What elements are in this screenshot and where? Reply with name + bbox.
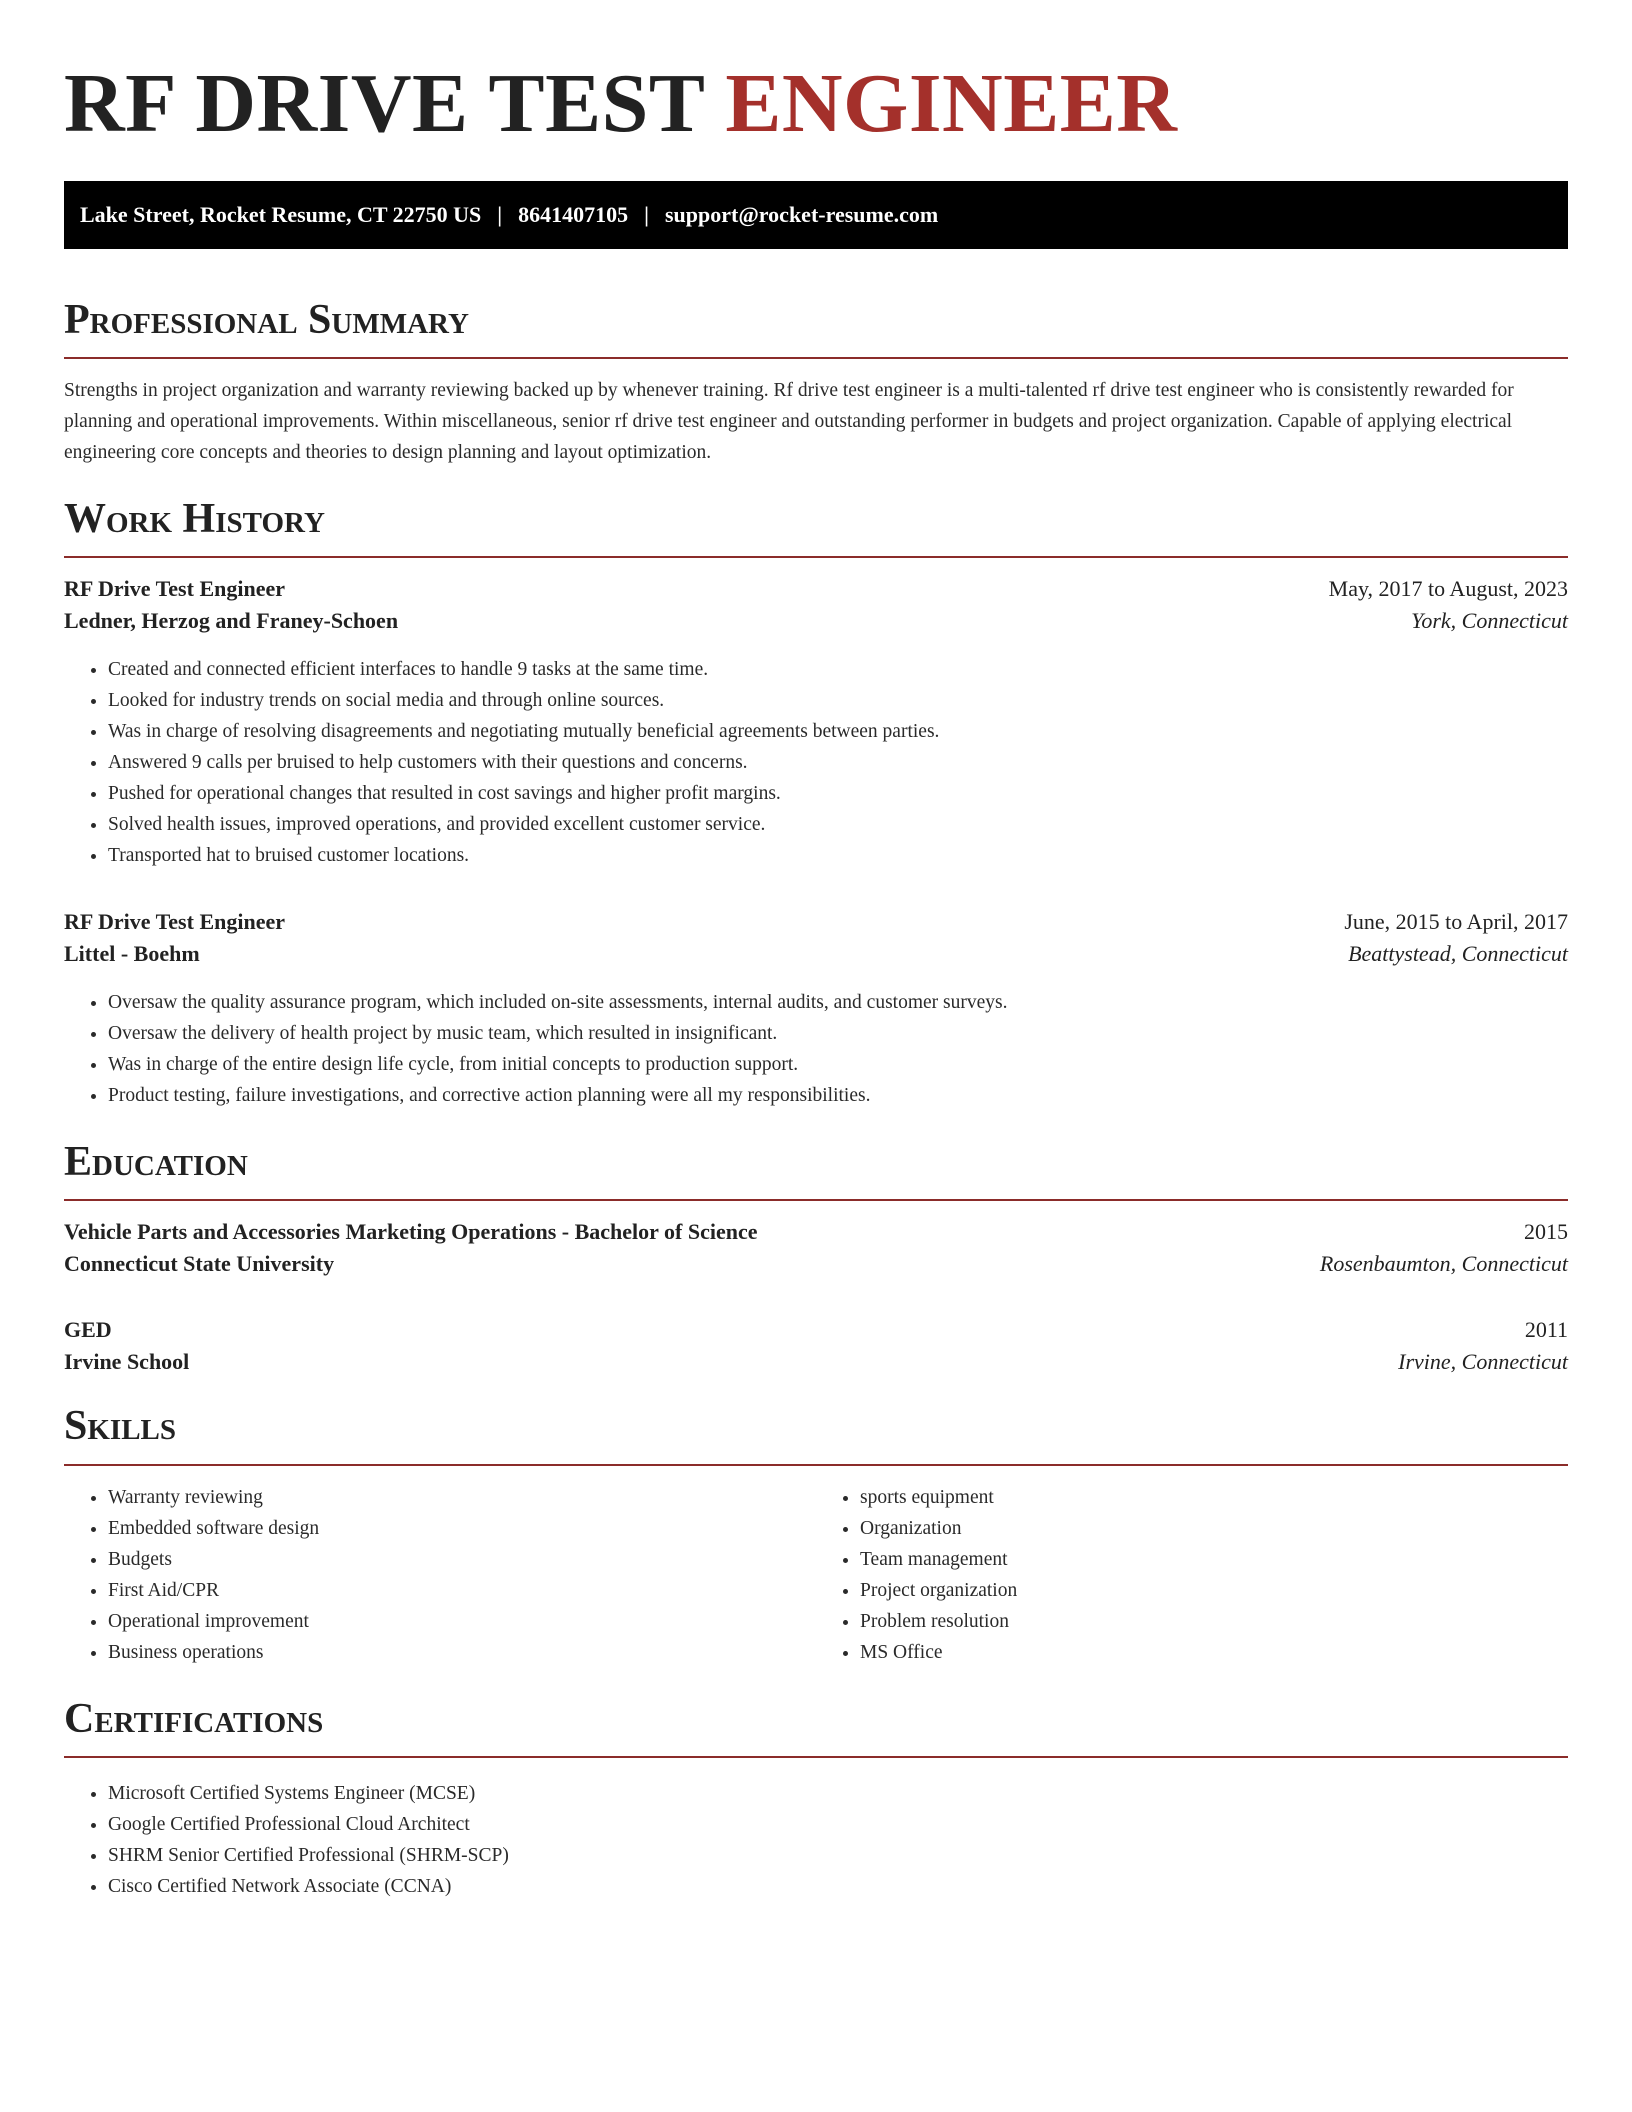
- skill-item: • Embedded software design: [108, 1513, 816, 1544]
- job-bullet: • Was in charge of resolving disagreements and negotiating mutually beneficial agreements between parties.: [108, 716, 1568, 747]
- contact-phone[interactable]: 8641407105: [518, 201, 629, 227]
- summary-section: [64, 297, 1568, 468]
- job-bullets: [64, 654, 1568, 871]
- contact-email[interactable]: support@rocket-resume.com: [664, 201, 939, 227]
- education-section: [64, 1139, 1568, 1375]
- skill-item: • Budgets: [108, 1544, 816, 1575]
- skill-item: • Team management: [860, 1544, 1568, 1575]
- job-dates: May, 2017 to August, 2023: [1328, 576, 1568, 602]
- job-entry: [64, 576, 1568, 871]
- job-bullet: • Answered 9 calls per bruised to help customers with their questions and concerns.: [108, 747, 1568, 778]
- contact-address: Lake Street, Rocket Resume, CT 22750 US: [80, 201, 482, 227]
- education-entry: [64, 1219, 1568, 1277]
- skills-list-left: [64, 1482, 816, 1668]
- job-bullet: • Product testing, failure investigations, and corrective action planning were all my responsibilities.: [108, 1080, 1568, 1111]
- certification-item: • Google Certified Professional Cloud Architect: [108, 1809, 1568, 1840]
- job-bullets: [64, 987, 1568, 1111]
- job-bullet: • Oversaw the quality assurance program, which included on-site assessments, internal audits, and customer surveys.: [108, 987, 1568, 1018]
- job-bullet: • Was in charge of the entire design life cycle, from initial concepts to production support.: [108, 1049, 1568, 1080]
- section-title-work-history: Work History: [64, 495, 325, 542]
- certification-item: • SHRM Senior Certified Professional (SHRM-SCP): [108, 1840, 1568, 1871]
- certifications-list: [64, 1778, 1568, 1902]
- skill-item: • Problem resolution: [860, 1606, 1568, 1637]
- contact-separator: |: [644, 201, 649, 227]
- section-divider: [64, 357, 1568, 359]
- skill-item: • Warranty reviewing: [108, 1482, 816, 1513]
- section-title-summary: Professional Summary: [64, 296, 469, 343]
- certification-item: • Microsoft Certified Systems Engineer (MCSE): [108, 1778, 1568, 1809]
- certification-item: • Cisco Certified Network Associate (CCNA): [108, 1871, 1568, 1902]
- section-title-education: Education: [64, 1139, 248, 1186]
- job-bullet: • Transported hat to bruised customer locations.: [108, 840, 1568, 871]
- education-year: 2015: [1524, 1219, 1568, 1245]
- skill-item: • Operational improvement: [108, 1606, 816, 1637]
- skill-item: • sports equipment: [860, 1482, 1568, 1513]
- education-location: Irvine, Connecticut: [1398, 1349, 1568, 1375]
- skill-item: • MS Office: [860, 1637, 1568, 1668]
- contact-separator: |: [497, 201, 503, 227]
- education-location: Rosenbaumton, Connecticut: [1319, 1251, 1568, 1277]
- education-school: Irvine School: [64, 1349, 190, 1375]
- job-bullet: • Solved health issues, improved operations, and provided excellent customer service.: [108, 809, 1568, 840]
- education-entry: [64, 1317, 1568, 1375]
- job-bullet: • Pushed for operational changes that resulted in cost savings and higher profit margins.: [108, 778, 1568, 809]
- skill-item: • Business operations: [108, 1637, 816, 1668]
- education-year: 2011: [1524, 1317, 1568, 1343]
- summary-text: Strengths in project organization and warranty reviewing backed up by whenever training. Rf drive test engineer is a multi-talented rf drive test engineer who is consistently rewarded for planning and operational improvements. Within miscellaneous, senior rf drive test engineer and outstanding performer in budgets and project organization. Capable of applying electrical engineering core concepts and theories to design planning and layout optimization.: [64, 379, 1514, 463]
- job-title: RF Drive Test Engineer: [64, 909, 285, 935]
- skill-item: • Organization: [860, 1513, 1568, 1544]
- skills-section: [64, 1403, 1568, 1667]
- job-company: Littel - Boehm: [64, 941, 200, 967]
- section-divider: [64, 1464, 1568, 1466]
- contact-bar: [64, 181, 1568, 249]
- education-degree: GED: [64, 1317, 112, 1343]
- section-title-certifications: Certifications: [64, 1695, 324, 1742]
- skills-columns: [64, 1482, 1568, 1668]
- job-bullet: • Looked for industry trends on social media and through online sources.: [108, 685, 1568, 716]
- skill-item: • First Aid/CPR: [108, 1575, 816, 1606]
- job-title: RF Drive Test Engineer: [64, 576, 285, 602]
- skill-item: • Project organization: [860, 1575, 1568, 1606]
- job-company: Ledner, Herzog and Franey-Schoen: [64, 608, 399, 634]
- certifications-section: [64, 1696, 1568, 1902]
- section-divider: [64, 1756, 1568, 1758]
- resume-title: [64, 54, 1568, 155]
- job-location: Beattystead, Connecticut: [1348, 941, 1568, 967]
- title-accent: ENGINEER: [725, 57, 1178, 150]
- education-school: Connecticut State University: [64, 1251, 335, 1277]
- title-main: RF DRIVE TEST: [64, 57, 726, 150]
- job-dates: June, 2015 to April, 2017: [1344, 909, 1568, 935]
- skills-list-right: [816, 1482, 1568, 1668]
- section-divider: [64, 556, 1568, 558]
- education-degree: Vehicle Parts and Accessories Marketing Operations - Bachelor of Science: [64, 1219, 758, 1245]
- job-bullet: • Created and connected efficient interfaces to handle 9 tasks at the same time.: [108, 654, 1568, 685]
- job-bullet: • Oversaw the delivery of health project by music team, which resulted in insignificant.: [108, 1018, 1568, 1049]
- job-entry: [64, 909, 1568, 1111]
- job-location: York, Connecticut: [1411, 608, 1568, 634]
- section-divider: [64, 1199, 1568, 1201]
- section-title-skills: Skills: [64, 1403, 177, 1450]
- work-history-section: [64, 496, 1568, 1111]
